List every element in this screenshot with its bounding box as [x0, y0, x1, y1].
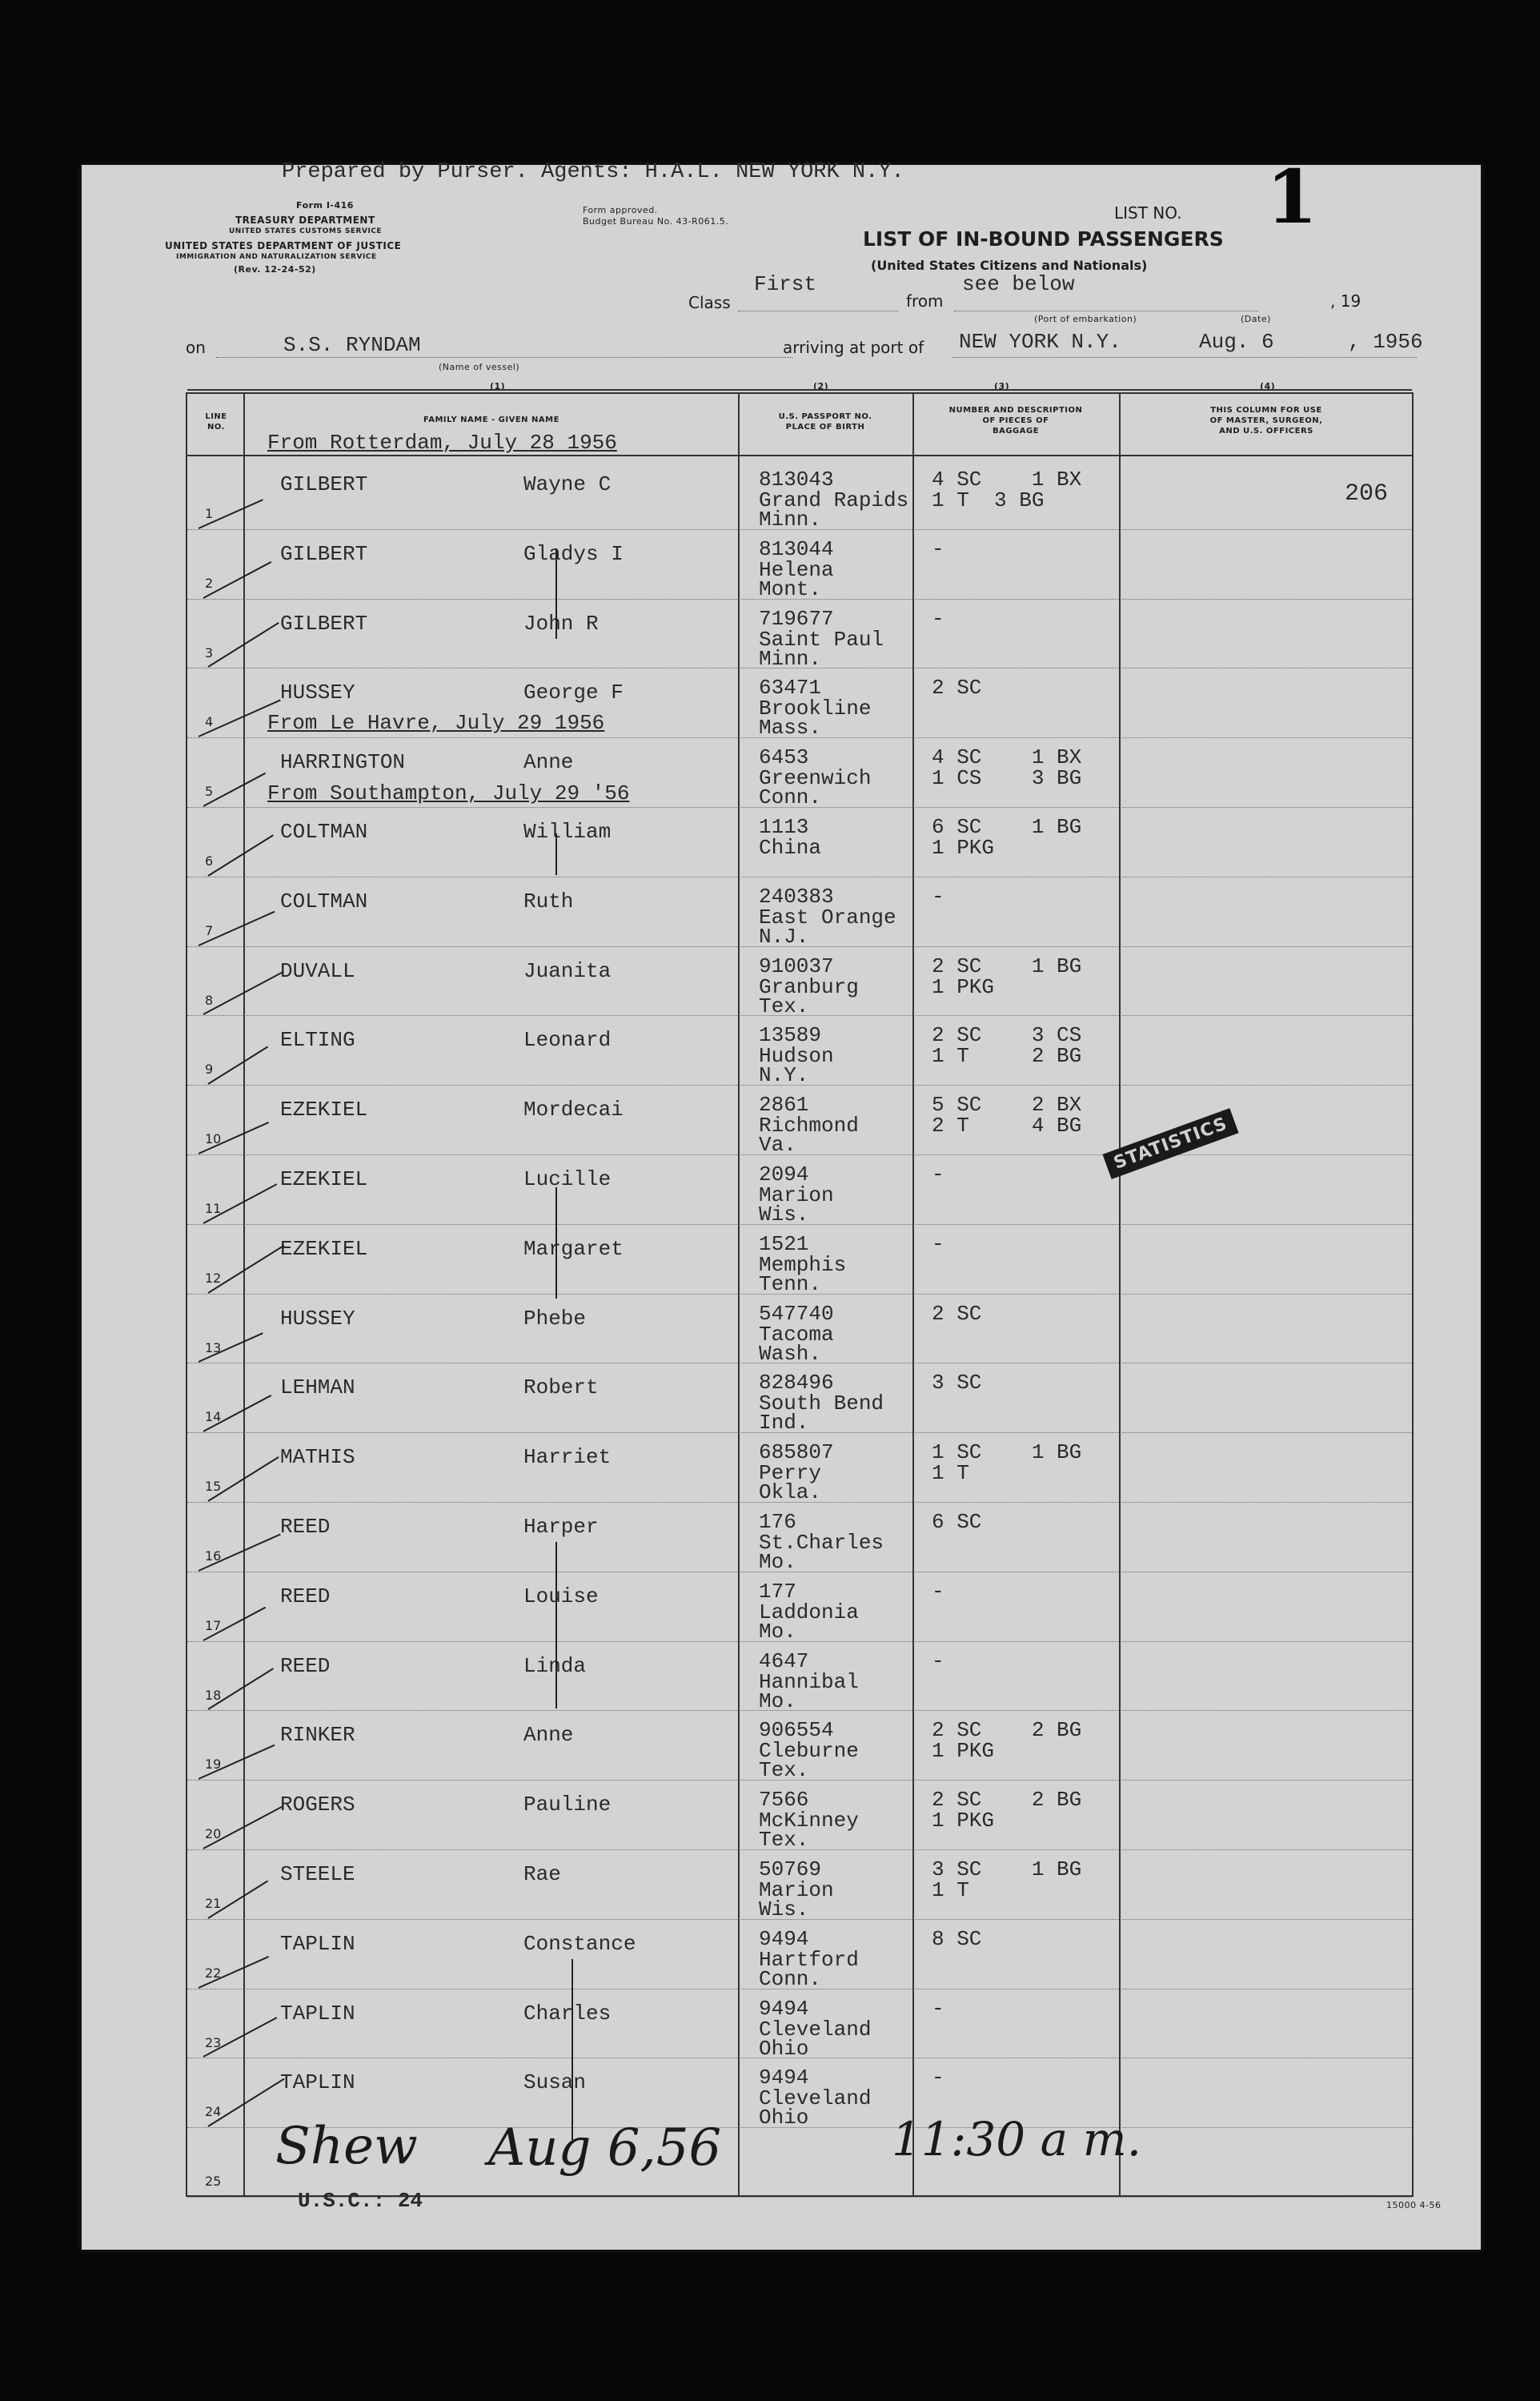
given-name: Leonard	[523, 1028, 612, 1053]
baggage-line-1: -	[932, 2066, 944, 2090]
given-name: Wayne C	[523, 472, 612, 496]
given-name: Ruth	[523, 889, 574, 913]
table-row	[187, 1644, 1412, 1714]
baggage-line-2: 1 T 3 BG	[932, 488, 1045, 512]
family-name: REED	[280, 1515, 331, 1539]
given-name: Mordecai	[523, 1098, 624, 1122]
baggage-line-1: 2 SC	[932, 1301, 982, 1326]
table-row	[187, 1227, 1412, 1297]
table-row	[187, 880, 1412, 950]
line-number: 21	[205, 1896, 222, 1911]
family-name: ROGERS	[280, 1793, 355, 1817]
given-name: Harriet	[523, 1445, 612, 1470]
passport-number: 2094	[759, 1162, 809, 1186]
place-of-birth: Cleburne	[759, 1739, 859, 1764]
header-rule	[187, 389, 1412, 391]
given-name: Anne	[523, 750, 574, 775]
form-number: Form I-416	[296, 200, 354, 211]
baggage-line-2: 1 CS 3 BG	[932, 766, 1082, 791]
passport-number: 7566	[759, 1788, 809, 1813]
vessel-name: S.S. RYNDAM	[283, 333, 421, 357]
line-number: 20	[205, 1826, 222, 1842]
baggage-line-1: 8 SC	[932, 1926, 982, 1951]
line-number: 10	[205, 1131, 222, 1147]
place-of-birth: China	[759, 836, 822, 860]
place-of-birth: Hudson	[759, 1044, 834, 1069]
line-number: 6	[205, 853, 214, 869]
from-label: from	[906, 291, 944, 311]
family-name: TAPLIN	[280, 2001, 355, 2026]
family-name: EZEKIEL	[280, 1167, 368, 1191]
section-southampton: From Southampton, July 29 '56	[267, 781, 630, 805]
form-approved: Form approved.	[583, 205, 658, 215]
given-name: Pauline	[523, 1793, 612, 1817]
family-name: HUSSEY	[280, 1306, 355, 1331]
baggage-line-1: 2 SC 2 BG	[932, 1718, 1082, 1743]
birth-state: Tex.	[759, 994, 809, 1018]
baggage-line-1: 2 SC	[932, 676, 982, 701]
family-name: GILBERT	[280, 611, 368, 636]
place-of-birth: Richmond	[759, 1114, 859, 1138]
place-of-birth: Brookline	[759, 697, 872, 721]
column-number-3: (3)	[994, 381, 1010, 391]
place-of-birth: Perry	[759, 1461, 822, 1486]
family-name: EZEKIEL	[280, 1236, 368, 1261]
place-of-birth: Granburg	[759, 974, 859, 999]
baggage-line-1: -	[932, 1648, 944, 1673]
given-name: Lucille	[523, 1167, 612, 1191]
header-passport: U.S. PASSPORT NO. PLACE OF BIRTH	[778, 412, 872, 432]
family-name: ELTING	[280, 1028, 355, 1053]
place-of-birth: Marion	[759, 1183, 834, 1207]
line-number: 1	[205, 506, 214, 521]
baggage-line-1: 5 SC 2 BX	[932, 1093, 1082, 1118]
baggage-line-2: 1 PKG	[932, 974, 995, 999]
passport-number: 2861	[759, 1093, 809, 1118]
check-mark	[203, 972, 283, 1015]
passport-number: 719677	[759, 606, 834, 631]
line-number: 15	[205, 1479, 222, 1495]
baggage-line-1: 3 SC 1 BG	[932, 1857, 1082, 1881]
given-name: Phebe	[523, 1306, 587, 1331]
line-number: 24	[205, 2104, 222, 2120]
passport-number: 6453	[759, 745, 809, 770]
date-caption: (Date)	[1241, 314, 1271, 324]
baggage-line-1: 6 SC	[932, 1510, 982, 1534]
passport-number: 13589	[759, 1023, 822, 1048]
given-name: Robert	[523, 1375, 599, 1400]
list-no-label: LIST NO.	[1114, 203, 1182, 223]
vessel-caption: (Name of vessel)	[439, 362, 520, 372]
birth-state: Tex.	[759, 1758, 809, 1783]
passenger-table	[186, 392, 1414, 2197]
baggage-line-2: 1 T	[932, 1878, 969, 1902]
section-le-havre: From Le Havre, July 29 1956	[267, 711, 605, 735]
baggage-line-1: 3 SC	[932, 1371, 982, 1395]
place-of-birth: South Bend	[759, 1391, 884, 1416]
table-row	[187, 1158, 1412, 1227]
family-bracket	[555, 833, 557, 875]
family-name: STEELE	[280, 1862, 355, 1886]
table-row	[187, 1505, 1412, 1575]
officer-note: 206	[1345, 480, 1389, 508]
baggage-line-2: 1 PKG	[932, 1809, 995, 1833]
immigration-service: IMMIGRATION AND NATURALIZATION SERVICE	[176, 253, 377, 261]
baggage-line-2: 1 T 2 BG	[932, 1044, 1082, 1069]
given-name: Charles	[523, 2001, 612, 2026]
form-title: LIST OF IN-BOUND PASSENGERS	[863, 227, 1224, 251]
check-mark	[207, 622, 279, 668]
given-name: George F	[523, 681, 624, 705]
list-no-value: 1	[1266, 154, 1318, 240]
line-number: 5	[205, 784, 214, 800]
place-of-birth: Marion	[759, 1878, 834, 1902]
birth-state: Mont.	[759, 576, 822, 601]
prepared-by-line: Prepared by Purser. Agents: H.A.L. NEW YORK N.Y.	[282, 160, 904, 184]
department-of-justice: UNITED STATES DEPARTMENT OF JUSTICE	[165, 240, 402, 251]
passport-number: 910037	[759, 954, 834, 978]
table-row	[187, 1018, 1412, 1088]
treasury-department: TREASURY DEPARTMENT	[235, 215, 375, 226]
baggage-line-1: -	[932, 606, 944, 631]
birth-state: Mo.	[759, 1688, 796, 1713]
baggage-line-1: -	[932, 536, 944, 561]
table-row	[187, 1575, 1412, 1644]
baggage-line-2: 1 PKG	[932, 836, 995, 860]
place-of-birth: Greenwich	[759, 766, 872, 791]
birth-state: Ohio	[759, 2036, 809, 2061]
usc-count: U.S.C.: 24	[298, 2189, 423, 2213]
family-name: GILBERT	[280, 541, 368, 566]
family-name: HUSSEY	[280, 681, 355, 705]
check-mark	[207, 834, 273, 877]
baggage-line-2: 1 T	[932, 1461, 969, 1486]
column-number-2: (2)	[813, 381, 829, 391]
given-name: Margaret	[523, 1236, 624, 1261]
column-number-1: (1)	[490, 381, 506, 391]
baggage-line-1: -	[932, 1231, 944, 1256]
table-row	[187, 1853, 1412, 1922]
family-name: TAPLIN	[280, 2070, 355, 2095]
baggage-line-1: -	[932, 1579, 944, 1604]
line-number: 7	[205, 922, 214, 938]
line-number: 22	[205, 1965, 222, 1981]
revision-date: (Rev. 12-24-52)	[234, 264, 316, 275]
line-number: 9	[205, 1062, 214, 1078]
line-number: 12	[205, 1270, 222, 1286]
handwritten-date: Aug 6,56	[488, 2118, 722, 2178]
place-of-birth: Cleveland	[759, 2086, 872, 2111]
given-name: Linda	[523, 1653, 587, 1678]
check-mark	[203, 561, 272, 599]
given-name: William	[523, 820, 612, 844]
place-of-birth: Memphis	[759, 1252, 847, 1277]
birth-state: Wis.	[759, 1203, 809, 1227]
header-officer-use: THIS COLUMN FOR USE OF MASTER, SURGEON, AND U.S. OFFICERS	[1209, 406, 1323, 436]
line-number: 16	[205, 1548, 222, 1564]
given-name: Juanita	[523, 958, 612, 983]
passport-number: 9494	[759, 1926, 809, 1951]
family-name: MATHIS	[280, 1445, 355, 1470]
given-name: John R	[523, 611, 599, 636]
place-of-birth: Tacoma	[759, 1322, 834, 1347]
place-of-birth: Hartford	[759, 1947, 859, 1972]
line-number: 3	[205, 644, 214, 660]
passport-number: 685807	[759, 1440, 834, 1465]
line-number: 11	[205, 1201, 222, 1216]
line-number: 18	[205, 1687, 222, 1703]
header-baggage: NUMBER AND DESCRIPTION OF PIECES OF BAGGAGE	[948, 406, 1083, 436]
vessel-field-line	[216, 357, 792, 358]
arriving-label: arriving at port of	[783, 338, 924, 357]
given-name: Gladys I	[523, 541, 624, 566]
given-name: Louise	[523, 1584, 599, 1608]
family-name: RINKER	[280, 1723, 355, 1748]
birth-state: Okla.	[759, 1480, 822, 1505]
check-mark	[207, 1046, 268, 1085]
passport-number: 63471	[759, 676, 822, 701]
port-embarkation-caption: (Port of embarkation)	[1034, 314, 1137, 324]
line-number: 2	[205, 575, 214, 591]
family-name: COLTMAN	[280, 889, 368, 913]
passport-number: 176	[759, 1510, 796, 1534]
passport-number: 1521	[759, 1231, 809, 1256]
passport-number: 906554	[759, 1718, 834, 1743]
arrival-field-line	[952, 357, 1417, 358]
arrival-year: , 1956	[1348, 330, 1423, 354]
table-row	[187, 1922, 1412, 1992]
place-of-birth: Helena	[759, 557, 834, 582]
birth-state: Wis.	[759, 1897, 809, 1921]
birth-state: Tenn.	[759, 1271, 822, 1296]
check-mark	[207, 1244, 284, 1293]
section-rotterdam: From Rotterdam, July 28 1956	[267, 431, 617, 455]
baggage-line-1: 6 SC 1 BG	[932, 815, 1082, 839]
line-number: 13	[205, 1339, 222, 1355]
customs-service: UNITED STATES CUSTOMS SERVICE	[229, 227, 383, 235]
passport-number: 828496	[759, 1371, 834, 1395]
birth-state: N.Y.	[759, 1063, 809, 1088]
line-number: 23	[205, 2034, 222, 2050]
table-row	[187, 1783, 1412, 1853]
line-number: 4	[205, 714, 214, 730]
handwritten-signature: Shew	[275, 2117, 418, 2176]
statistics-stamp: STATISTICS	[1102, 1108, 1238, 1179]
family-name: LEHMAN	[280, 1375, 355, 1400]
birth-state: Minn.	[759, 646, 822, 671]
passport-number: 9494	[759, 1996, 809, 2021]
family-bracket	[555, 1542, 557, 1708]
baggage-line-1: 4 SC 1 BX	[932, 468, 1082, 492]
passport-number: 177	[759, 1579, 796, 1604]
passport-number: 813043	[759, 468, 834, 492]
header-name: FAMILY NAME - GIVEN NAME	[423, 416, 559, 424]
header-line-no: LINE NO.	[205, 412, 227, 432]
baggage-line-1: 2 SC 3 CS	[932, 1023, 1082, 1048]
birth-state: Minn.	[759, 508, 822, 532]
birth-state: Conn.	[759, 1966, 822, 1991]
budget-bureau: Budget Bureau No. 43-R061.5.	[583, 216, 729, 227]
passport-number: 9494	[759, 2066, 809, 2090]
baggage-line-1: 2 SC 1 BG	[932, 954, 1082, 978]
table-row	[187, 1366, 1412, 1435]
passport-number: 547740	[759, 1301, 834, 1326]
passport-number: 50769	[759, 1857, 822, 1881]
place-of-birth: Grand Rapids	[759, 488, 909, 512]
table-row	[187, 950, 1412, 1019]
family-name: TAPLIN	[280, 1931, 355, 1956]
family-bracket	[555, 1187, 557, 1299]
place-of-birth: McKinney	[759, 1809, 859, 1833]
check-mark	[207, 2078, 284, 2127]
form-subtitle: (United States Citizens and Nationals)	[871, 258, 1148, 273]
column-header-bottom-rule	[187, 455, 1412, 456]
birth-state: Ind.	[759, 1411, 809, 1435]
arrival-date: Aug. 6	[1199, 330, 1274, 354]
given-name: Constance	[523, 1931, 636, 1956]
baggage-line-2: 1 PKG	[932, 1739, 995, 1764]
birth-state: N.J.	[759, 924, 809, 949]
baggage-line-1: -	[932, 1996, 944, 2021]
line-number: 8	[205, 992, 214, 1008]
baggage-line-1: -	[932, 1162, 944, 1186]
given-name: Anne	[523, 1723, 574, 1748]
passenger-list-page	[82, 154, 1481, 2250]
family-bracket	[571, 1959, 573, 2140]
baggage-line-1: 4 SC 1 BX	[932, 745, 1082, 770]
line-number: 14	[205, 1409, 222, 1425]
place-of-birth: Hannibal	[759, 1669, 859, 1694]
birth-state: Mo.	[759, 1619, 796, 1644]
family-name: REED	[280, 1584, 331, 1608]
family-name: HARRINGTON	[280, 750, 406, 775]
passport-number: 4647	[759, 1648, 809, 1673]
birth-state: Mass.	[759, 716, 822, 741]
family-name: DUVALL	[280, 958, 355, 983]
place-of-birth: Laddonia	[759, 1600, 859, 1624]
birth-state: Wash.	[759, 1341, 822, 1366]
line-number: 19	[205, 1757, 222, 1773]
table-row	[187, 1435, 1412, 1505]
table-row	[187, 463, 1412, 532]
family-bracket	[555, 548, 557, 639]
on-label: on	[186, 338, 206, 357]
baggage-line-1: 2 SC 2 BG	[932, 1788, 1082, 1813]
given-name: Rae	[523, 1862, 561, 1886]
passport-number: 1113	[759, 815, 809, 839]
place-of-birth: St.Charles	[759, 1531, 884, 1555]
baggage-line-1: 1 SC 1 BG	[932, 1440, 1082, 1465]
arrival-port: NEW YORK N.Y.	[959, 330, 1121, 354]
class-value: First	[754, 272, 817, 296]
birth-state: Ohio	[759, 2106, 809, 2130]
family-name: EZEKIEL	[280, 1098, 368, 1122]
birth-state: Mo.	[759, 1550, 796, 1574]
table-row	[187, 1992, 1412, 2062]
baggage-line-1: -	[932, 884, 944, 909]
from-value: see below	[962, 272, 1075, 296]
line-number: 25	[205, 2174, 222, 2190]
table-row	[187, 532, 1412, 602]
table-row	[187, 602, 1412, 672]
column-number-4: (4)	[1260, 381, 1276, 391]
birth-state: Tex.	[759, 1828, 809, 1853]
handwritten-time: 11:30 a m.	[892, 2112, 1142, 2166]
class-label: Class	[688, 293, 731, 312]
passport-number: 813044	[759, 536, 834, 561]
place-of-birth: Cleveland	[759, 2017, 872, 2042]
family-name: REED	[280, 1653, 331, 1678]
line-number: 17	[205, 1617, 222, 1633]
birth-state: Va.	[759, 1133, 796, 1158]
baggage-line-2: 2 T 4 BG	[932, 1114, 1082, 1138]
table-row	[187, 1297, 1412, 1367]
birth-state: Conn.	[759, 785, 822, 810]
place-of-birth: East Orange	[759, 905, 896, 929]
year-prefix: , 19	[1330, 291, 1362, 311]
given-name: Harper	[523, 1515, 599, 1539]
form-code: 15000 4-56	[1386, 2200, 1442, 2210]
table-row	[187, 810, 1412, 880]
family-name: COLTMAN	[280, 820, 368, 844]
given-name: Susan	[523, 2070, 587, 2095]
family-name: GILBERT	[280, 472, 368, 496]
place-of-birth: Saint Paul	[759, 627, 884, 652]
passport-number: 240383	[759, 884, 834, 909]
table-row	[187, 1713, 1412, 1783]
